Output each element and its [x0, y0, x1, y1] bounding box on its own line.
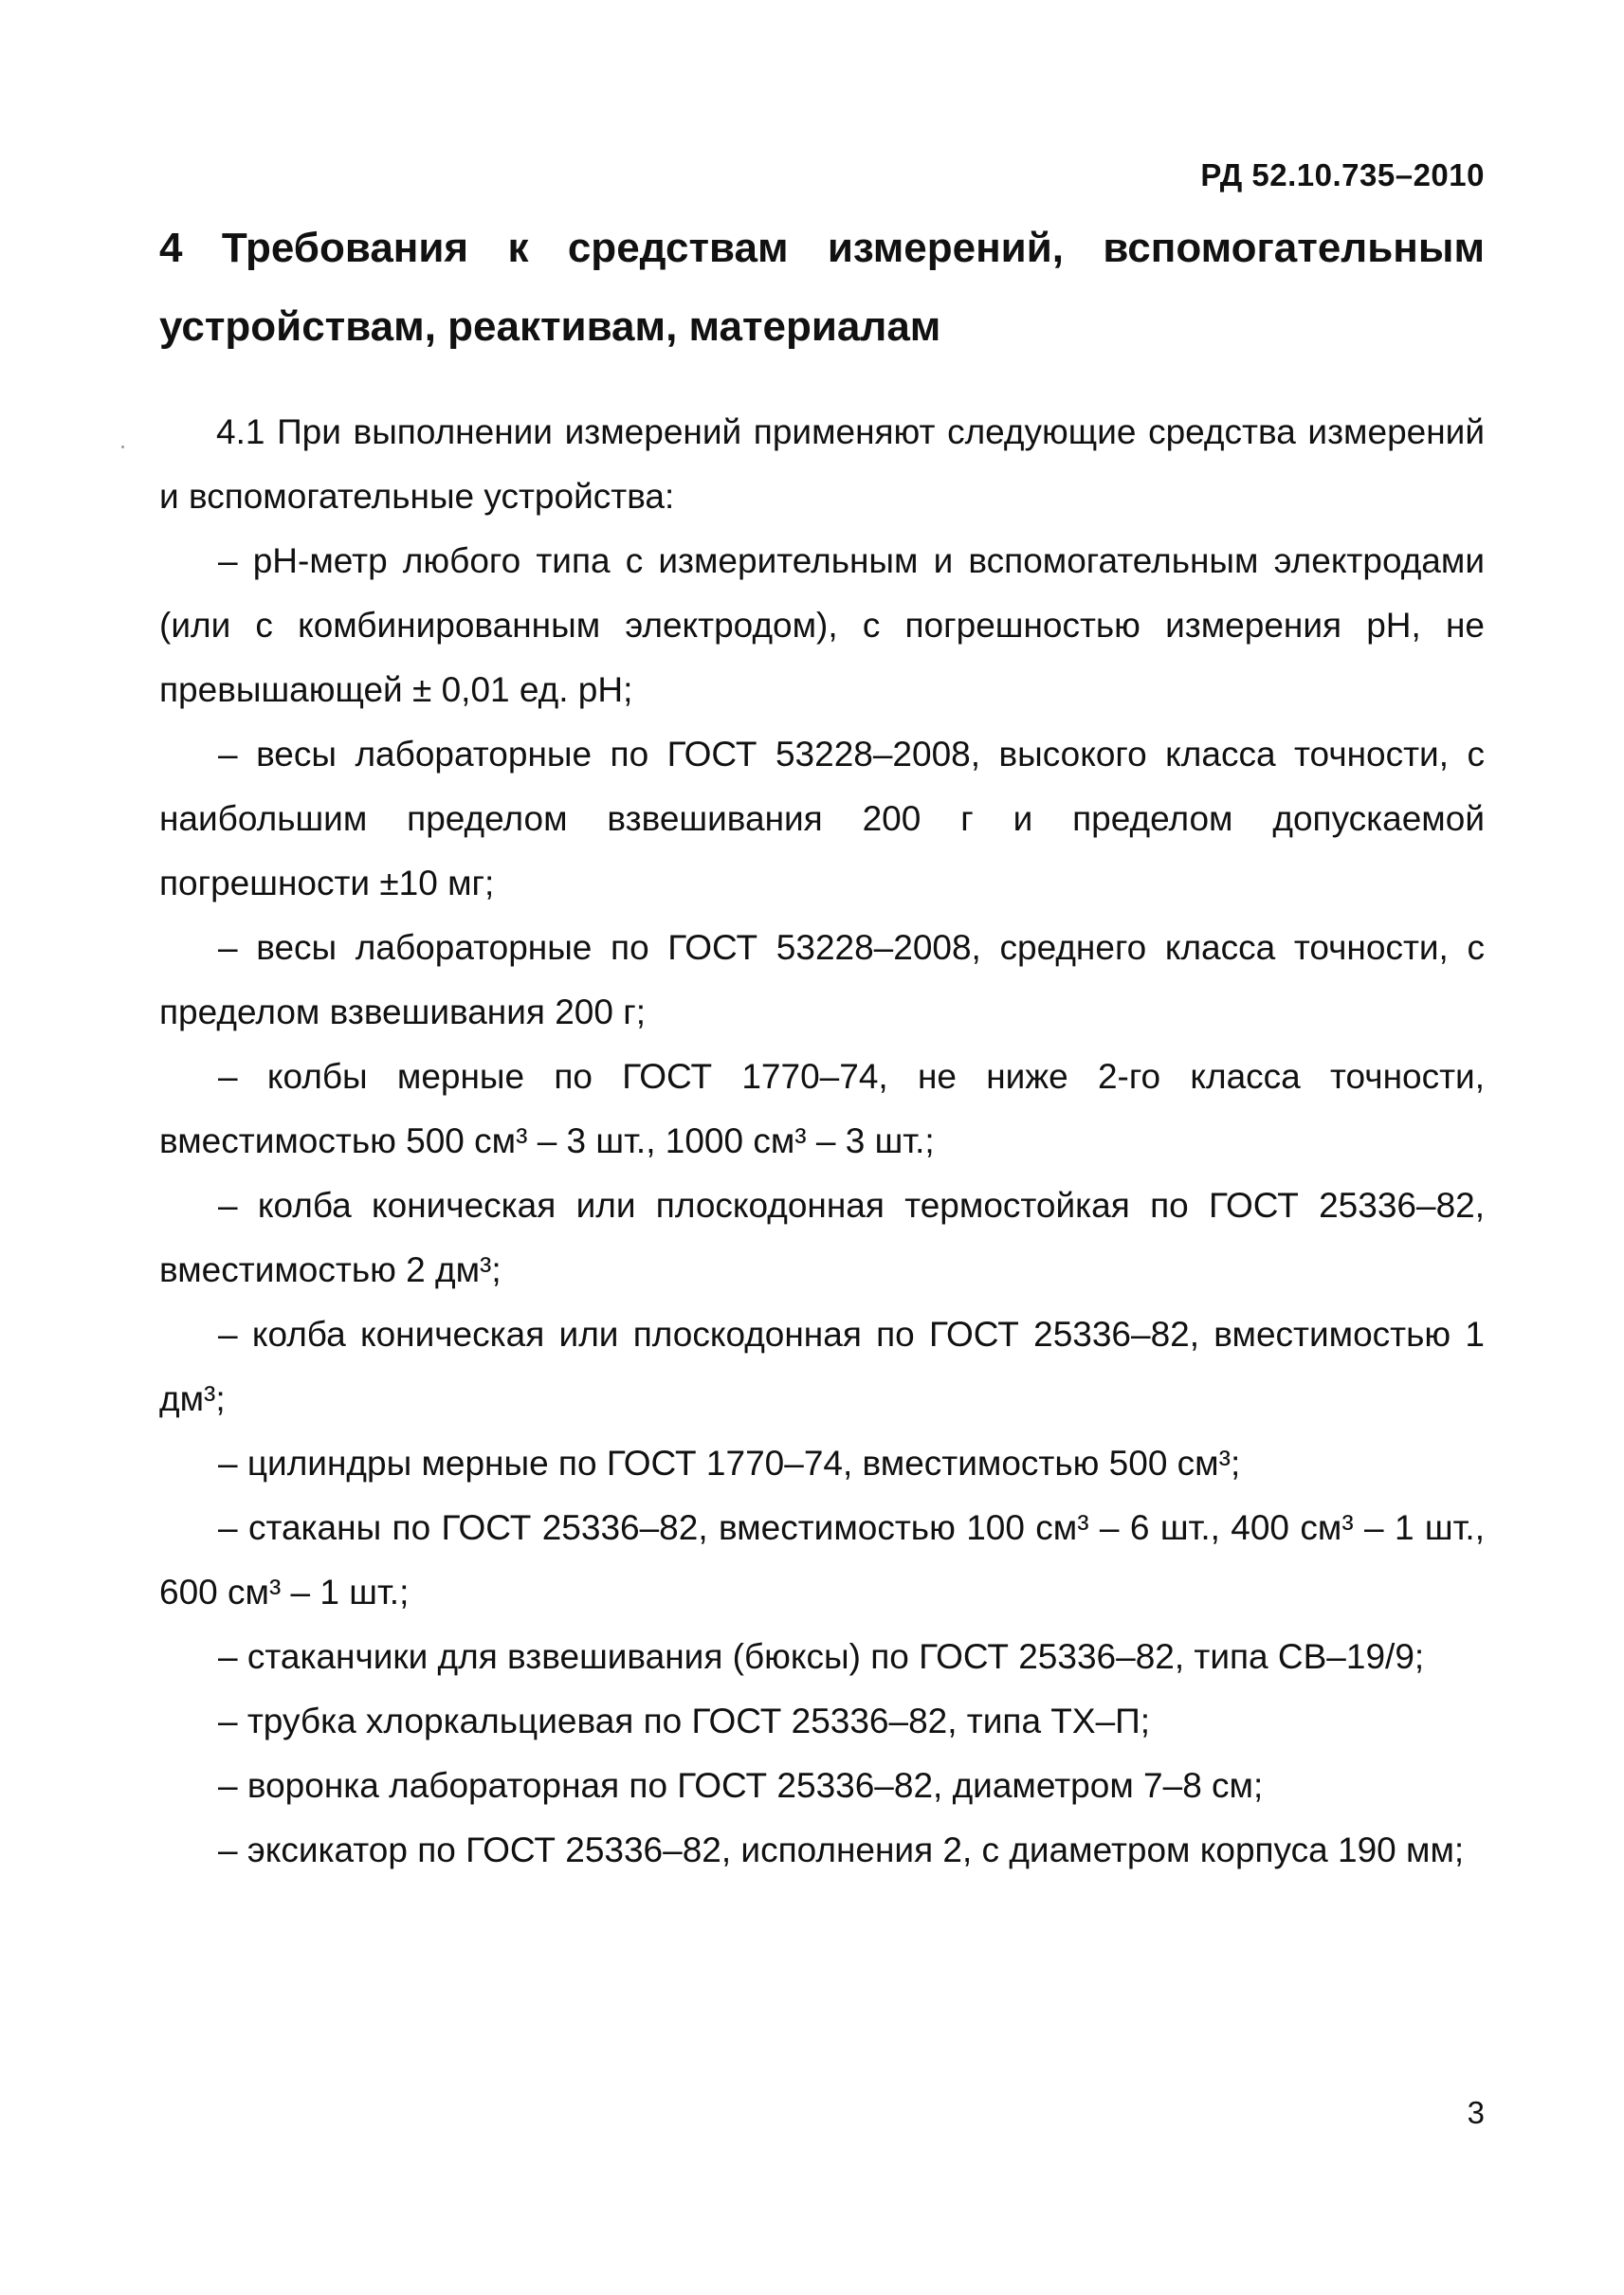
- list-item: – воронка лабораторная по ГОСТ 25336–82, диаметром 7–8 см;: [218, 1766, 1264, 1805]
- list-item: – цилиндры мерные по ГОСТ 1770–74, вместимостью 500 см³;: [218, 1444, 1241, 1483]
- scan-dot: [121, 446, 124, 448]
- list-item: – стаканы по ГОСТ 25336–82, вместимостью 100 см³ – 6 шт., 400 см³ – 1 шт., 600 см³ – 1 шт.;: [159, 1508, 1485, 1612]
- list-item: – эксикатор по ГОСТ 25336–82, исполнения 2, с диаметром корпуса 190 мм;: [218, 1831, 1465, 1869]
- list-item: – трубка хлоркальциевая по ГОСТ 25336–82, типа ТХ–П;: [218, 1702, 1151, 1740]
- page-number: 3: [1467, 2095, 1485, 2130]
- section-heading: 4 Требования к средствам измерений, вспомогательным устройствам, реактивам, материалам: [159, 225, 1485, 350]
- list-item: – колба коническая или плоскодонная по ГОСТ 25336–82, вместимостью 1 дм³;: [159, 1315, 1485, 1418]
- list-item: – колбы мерные по ГОСТ 1770–74, не ниже 2-го класса точности, вместимостью 500 см³ – 3 шт., 1000 см³ – 3 шт.;: [159, 1057, 1485, 1160]
- list-item: – стаканчики для взвешивания (бюксы) по ГОСТ 25336–82, типа СВ–19/9;: [218, 1637, 1425, 1676]
- list-item: – весы лабораторные по ГОСТ 53228–2008, высокого класса точности, с наибольшим пределом взвешивания 200 г и пределом допускаемой погрешности ±10 мг;: [159, 735, 1485, 902]
- list-item: – колба коническая или плоскодонная термостойкая по ГОСТ 25336–82, вместимостью 2 дм³;: [159, 1186, 1485, 1289]
- list-item: – pH-метр любого типа с измерительным и вспомогательным электродами (или с комбинированным электродом), с погрешностью измерения pH, не превышающей ± 0,01 ед. pH;: [159, 541, 1485, 709]
- body-text: [159, 400, 1485, 1883]
- list-item: – весы лабораторные по ГОСТ 53228–2008, среднего класса точности, с пределом взвешивания 200 г;: [159, 928, 1485, 1031]
- document-code: РД 52.10.735–2010: [1200, 157, 1485, 192]
- intro-paragraph: 4.1 При выполнении измерений применяют следующие средства измерений и вспомогательные устройства:: [159, 412, 1485, 516]
